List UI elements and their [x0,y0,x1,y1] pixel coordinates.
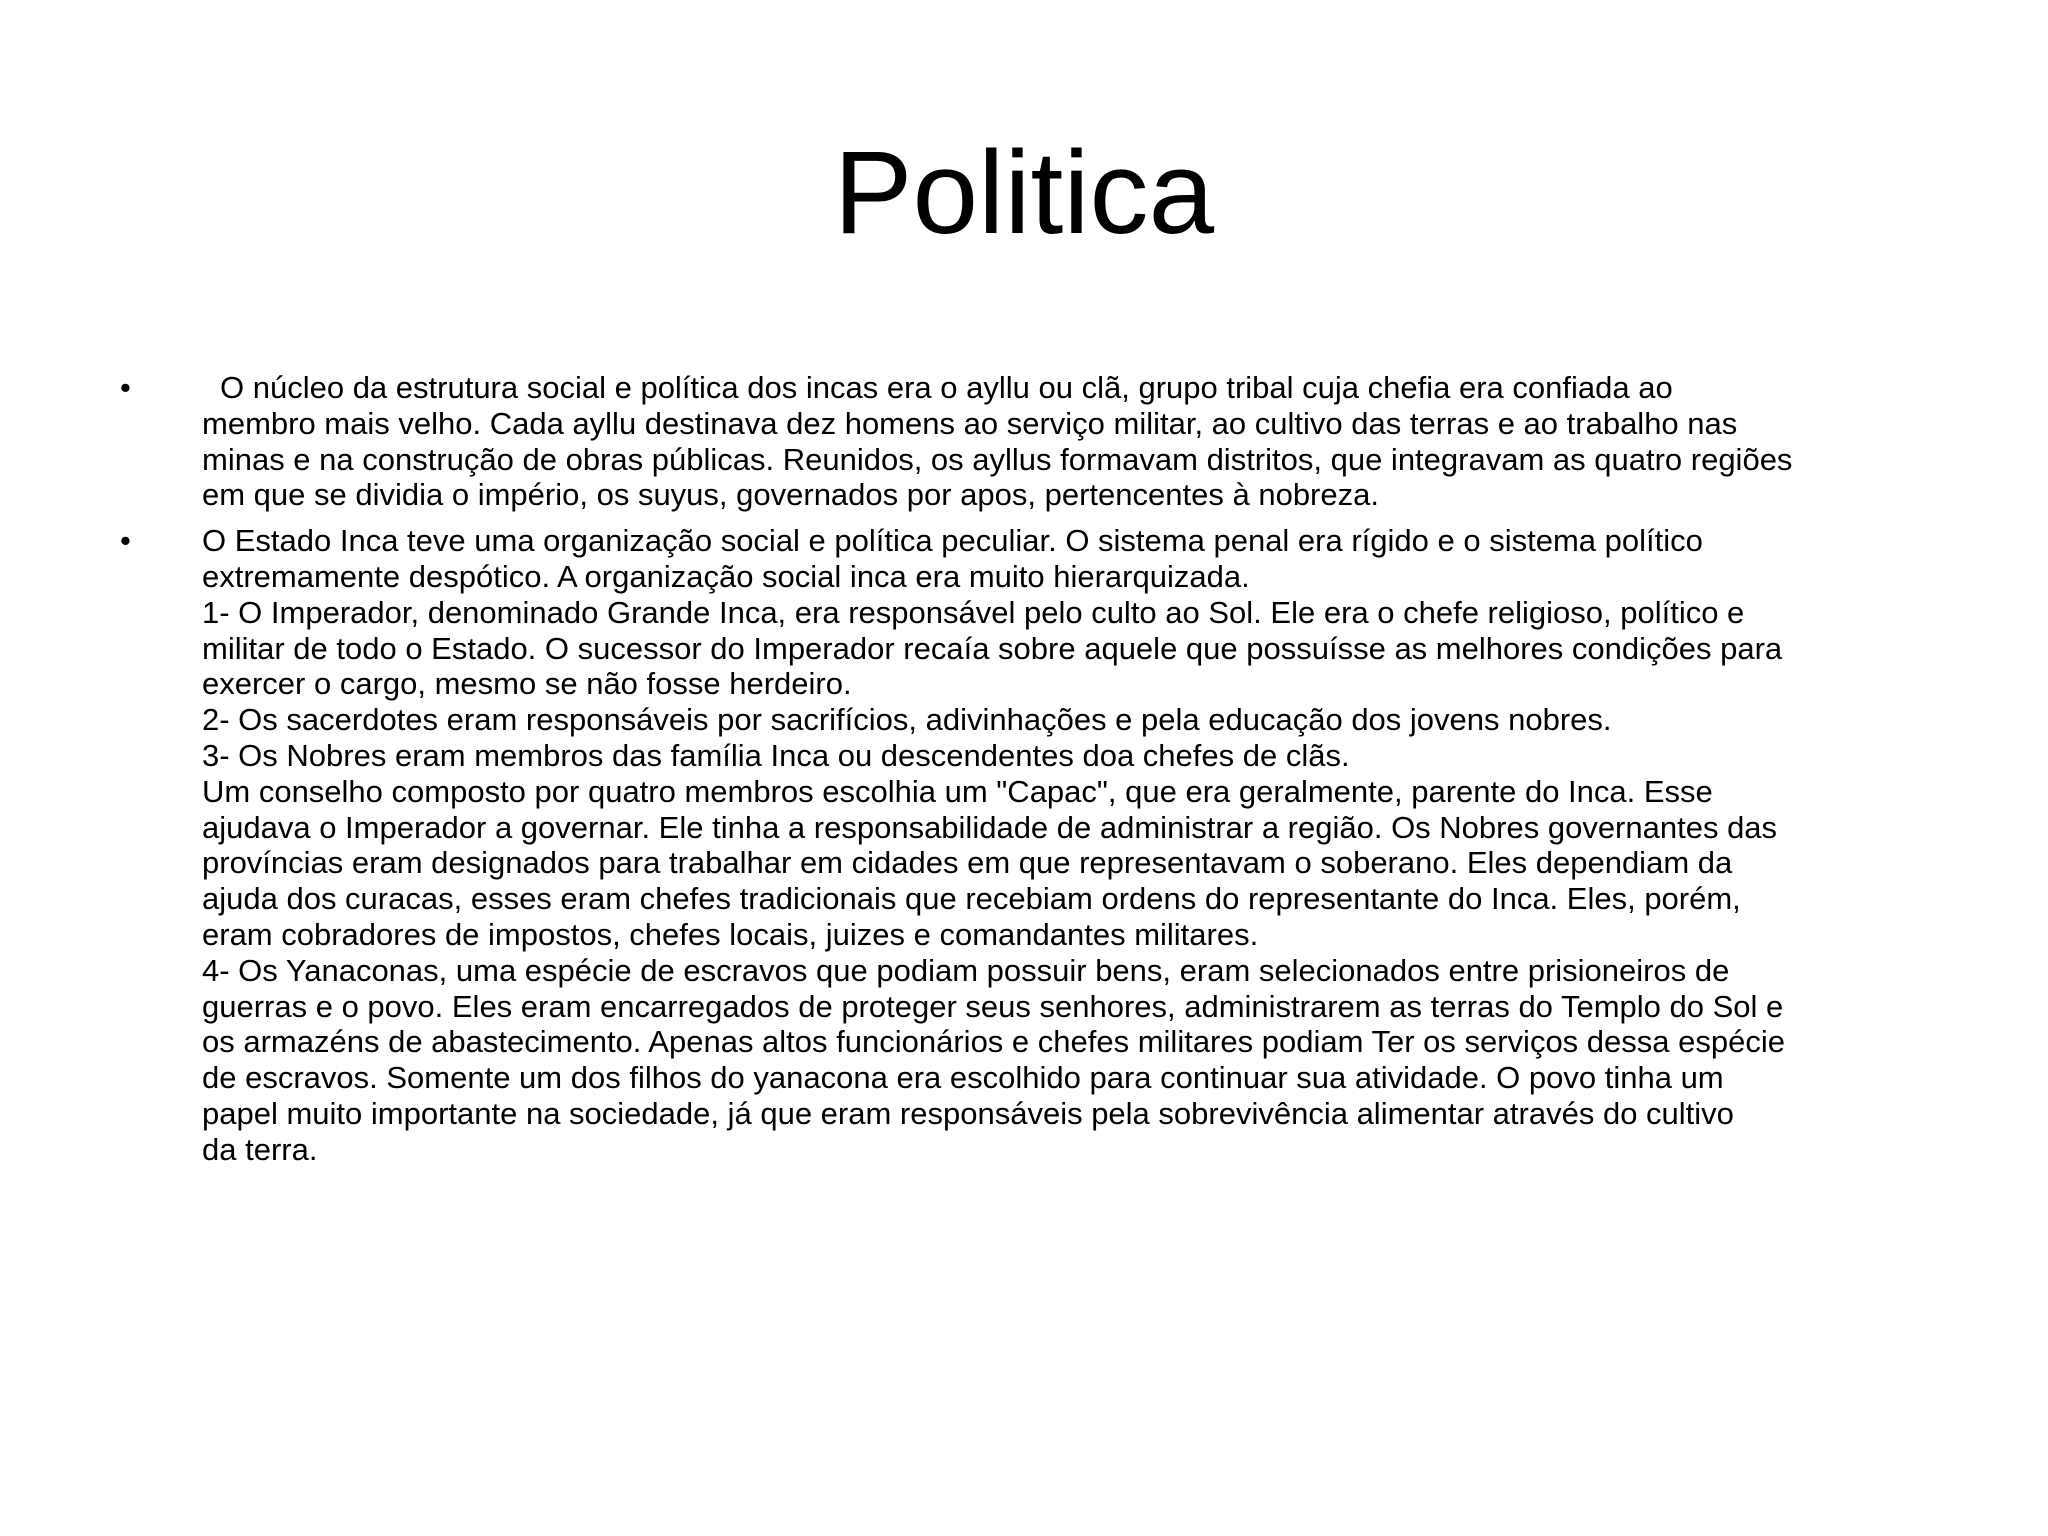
bullet-2-line-14: guerras e o povo. Eles eram encarregados de proteger seus senhores, administrarem as terras do Templo do Sol e [202,988,1784,1024]
bullet-2-line-11: ajuda dos curacas, esses eram chefes tradicionais que recebiam ordens do representante do Inca. Eles, porém, [202,881,1741,917]
bullet-2-line-18: da terra. [202,1131,318,1167]
bullet-2-line-10: províncias eram designados para trabalhar em cidades em que representavam o soberano. Eles dependiam da [202,845,1733,881]
bullet-2-line-6: 2- Os sacerdotes eram responsáveis por sacrifícios, adivinhações e pela educação dos jovens nobres. [202,702,1612,738]
bullet-list [120,370,1980,1178]
bullet-2-line-7: 3- Os Nobres eram membros das família Inca ou descendentes doa chefes de clãs. [202,737,1350,773]
bullet-2-line-15: os armazéns de abastecimento. Apenas altos funcionários e chefes militares podiam Ter os serviços dessa espécie [202,1024,1785,1060]
bullet-2-line-5: exercer o cargo, mesmo se não fosse herdeiro. [202,666,852,702]
bullet-2-line-9: ajudava o Imperador a governar. Ele tinha a responsabilidade de administrar a região. Os Nobres governantes das [202,809,1778,845]
bullet-1-line-1: O núcleo da estrutura social e política dos incas era o ayllu ou clã, grupo tribal cuja chefia era confiada ao [220,370,1673,405]
bullet-1-line-3: minas e na construção de obras públicas. Reunidos, os ayllus formavam distritos, que integravam as quatro regiões [202,441,1793,477]
slide-title: Politica [833,127,1215,259]
bullet-item-2 [120,523,1980,1167]
bullet-2-line-3: 1- O Imperador, denominado Grande Inca, era responsável pelo culto ao Sol. Ele era o chefe religioso, político e [202,594,1745,630]
bullet-2-line-8: Um conselho composto por quatro membros escolhia um "Capac", que era geralmente, parente do Inca. Esse [202,773,1713,809]
bullet-item-1 [120,370,1980,513]
bullet-2-line-13: 4- Os Yanaconas, uma espécie de escravos que podiam possuir bens, eram selecionados entre prisioneiros de [202,952,1730,988]
bullet-2-line-12: eram cobradores de impostos, chefes locais, juizes e comandantes militares. [202,916,1259,952]
bullet-1-line-2: membro mais velho. Cada ayllu destinava dez homens ao serviço militar, ao cultivo das terras e ao trabalho nas [202,405,1738,441]
bullet-marker: • [120,370,131,405]
bullet-marker: • [120,523,131,559]
bullet-2-line-1: O Estado Inca teve uma organização social e política peculiar. O sistema penal era rígido e o sistema político [202,523,1703,559]
bullet-2-line-4: militar de todo o Estado. O sucessor do Imperador recaía sobre aquele que possuísse as melhores condições para [202,630,1783,666]
bullet-2-line-17: papel muito importante na sociedade, já que eram responsáveis pela sobrevivência alimentar através do cultivo [202,1095,1734,1131]
bullet-2-line-2: extremamente despótico. A organização social inca era muito hierarquizada. [202,558,1250,594]
bullet-2-line-16: de escravos. Somente um dos filhos do yanacona era escolhido para continuar sua atividade. O povo tinha um [202,1060,1724,1096]
bullet-1-line-4: em que se dividia o império, os suyus, governados por apos, pertencentes à nobreza. [202,477,1379,513]
